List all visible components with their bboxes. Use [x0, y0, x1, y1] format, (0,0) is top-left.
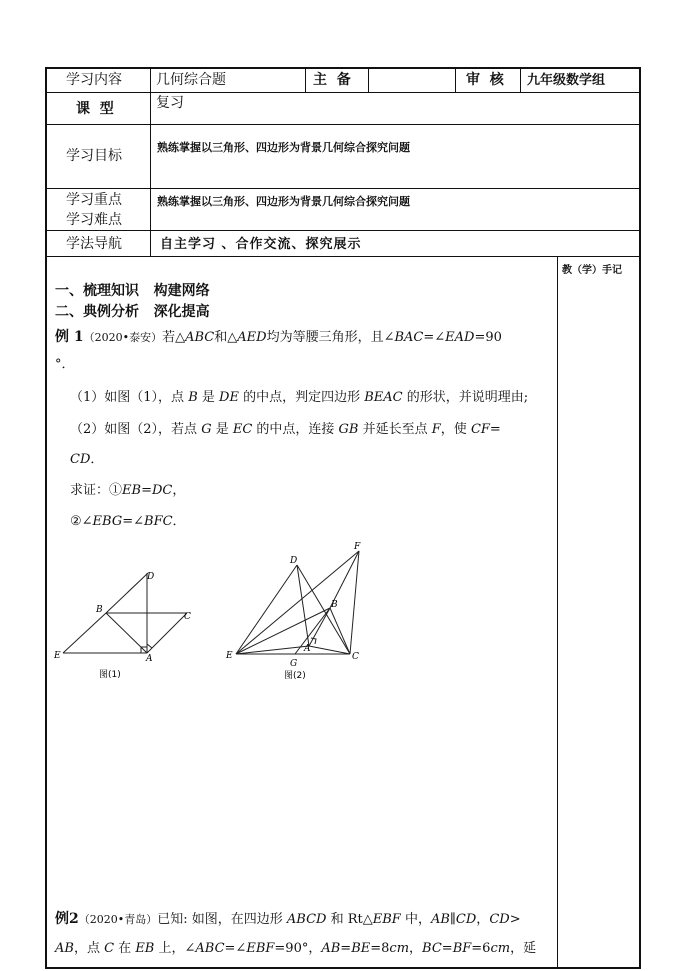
col-divider	[150, 67, 151, 256]
fig2-label-A: A	[304, 644, 311, 654]
col-divider	[455, 67, 456, 92]
fig2-label-B: B	[331, 600, 338, 610]
label-review: 审 核	[466, 72, 504, 88]
fig1-seg-AC	[147, 613, 187, 653]
example1-question-1: （1）如图（1），点 B 是 DE 的中点，判定四边形 BEAC 的形状，并说明理由;	[70, 390, 529, 405]
fig1-seg-EB	[63, 613, 106, 653]
review-value: 九年级数学组	[527, 73, 606, 88]
example1-proof-1: 求证：①EB=DC，	[70, 483, 186, 498]
row-divider	[45, 256, 641, 257]
fig2-label-E: E	[226, 651, 233, 661]
fig2-label-G: G	[290, 659, 298, 669]
label-goal: 学习目标	[66, 148, 122, 164]
fig2-label-C: C	[352, 652, 359, 662]
fig2-seg-AC	[309, 646, 350, 654]
fig2-label-F: F	[354, 542, 361, 552]
label-host: 主 备	[313, 72, 351, 88]
label-focus-2: 学习难点	[66, 212, 122, 228]
example1-statement: 例 1（2020•泰安）若△ABC和△AED均为等腰三角形，且∠BAC=∠EAD=90	[55, 329, 502, 345]
fig1-seg-BD	[106, 573, 148, 613]
side-column-divider	[557, 256, 558, 967]
row-divider	[45, 230, 641, 231]
section-2-heading: 二、典例分析 深化提高	[55, 304, 210, 320]
example1-proof-2: ②∠EBG=∠BFC．	[70, 514, 186, 529]
fig2-label-D: D	[290, 556, 298, 566]
col-divider	[520, 67, 521, 92]
example1-label: 例 1	[55, 329, 84, 345]
fig1-label-A: A	[146, 654, 153, 664]
figure-1	[50, 560, 210, 690]
label-focus-1: 学习重点	[66, 192, 122, 208]
fig2-seg-AB	[309, 608, 330, 646]
fig2-seg-BC	[330, 608, 350, 654]
fig1-caption: 图(1)	[99, 670, 121, 680]
section-1-heading: 一、梳理知识 构建网络	[55, 283, 210, 299]
focus-value: 熟练掌握以三角形、四边形为背景几何综合探究问题	[157, 195, 410, 208]
row-divider	[45, 92, 641, 93]
example1-source: （2020•泰安）	[83, 331, 163, 344]
example2-source: （2020•青岛）	[78, 913, 158, 926]
label-type: 课 型	[76, 101, 114, 117]
type-value: 复习	[156, 95, 184, 111]
example2-line-1: 例2（2020•青岛）已知: 如图，在四边形 ABCD 和 Rt△EBF 中，AB∥CD，CD>	[55, 911, 521, 927]
example2-label: 例2	[55, 911, 79, 927]
table-bottom-border	[45, 967, 641, 969]
col-divider	[305, 67, 306, 92]
fig1-label-B: B	[96, 605, 103, 615]
content-value: 几何综合题	[156, 72, 226, 88]
table-top-border	[45, 67, 641, 69]
fig2-seg-DA	[297, 565, 309, 646]
fig1-label-E: E	[54, 651, 61, 661]
example1-question-2: （2）如图（2），若点 G 是 EC 的中点，连接 GB 并延长至点 F，使 CF=	[70, 422, 501, 437]
example1-question-2-end: CD．	[70, 452, 104, 467]
table-right-border	[639, 67, 641, 969]
label-content: 学习内容	[66, 72, 122, 88]
fig1-right-angle-2	[147, 644, 152, 648]
fig2-caption: 图(2)	[284, 671, 306, 681]
table-left-border	[45, 67, 47, 969]
fig1-label-D: D	[147, 572, 155, 582]
example2-line-2: AB，点 C 在 EB 上，∠ABC=∠EBF=90°，AB=BE=8cm，BC=BF=6cm，延	[55, 941, 537, 956]
label-method: 学法导航	[66, 236, 122, 252]
fig2-seg-ED	[236, 565, 297, 654]
row-divider	[45, 124, 641, 125]
side-column-title: 教（学）手记	[562, 265, 622, 276]
method-value: 自主学习 、合作交流、探究展示	[160, 237, 362, 252]
col-divider	[368, 67, 369, 92]
figure-2	[222, 538, 372, 688]
row-divider	[45, 188, 641, 189]
fig1-label-C: C	[184, 612, 191, 622]
example1-statement-end: °．	[55, 357, 75, 372]
goal-value: 熟练掌握以三角形、四边形为背景几何综合探究问题	[157, 141, 410, 154]
